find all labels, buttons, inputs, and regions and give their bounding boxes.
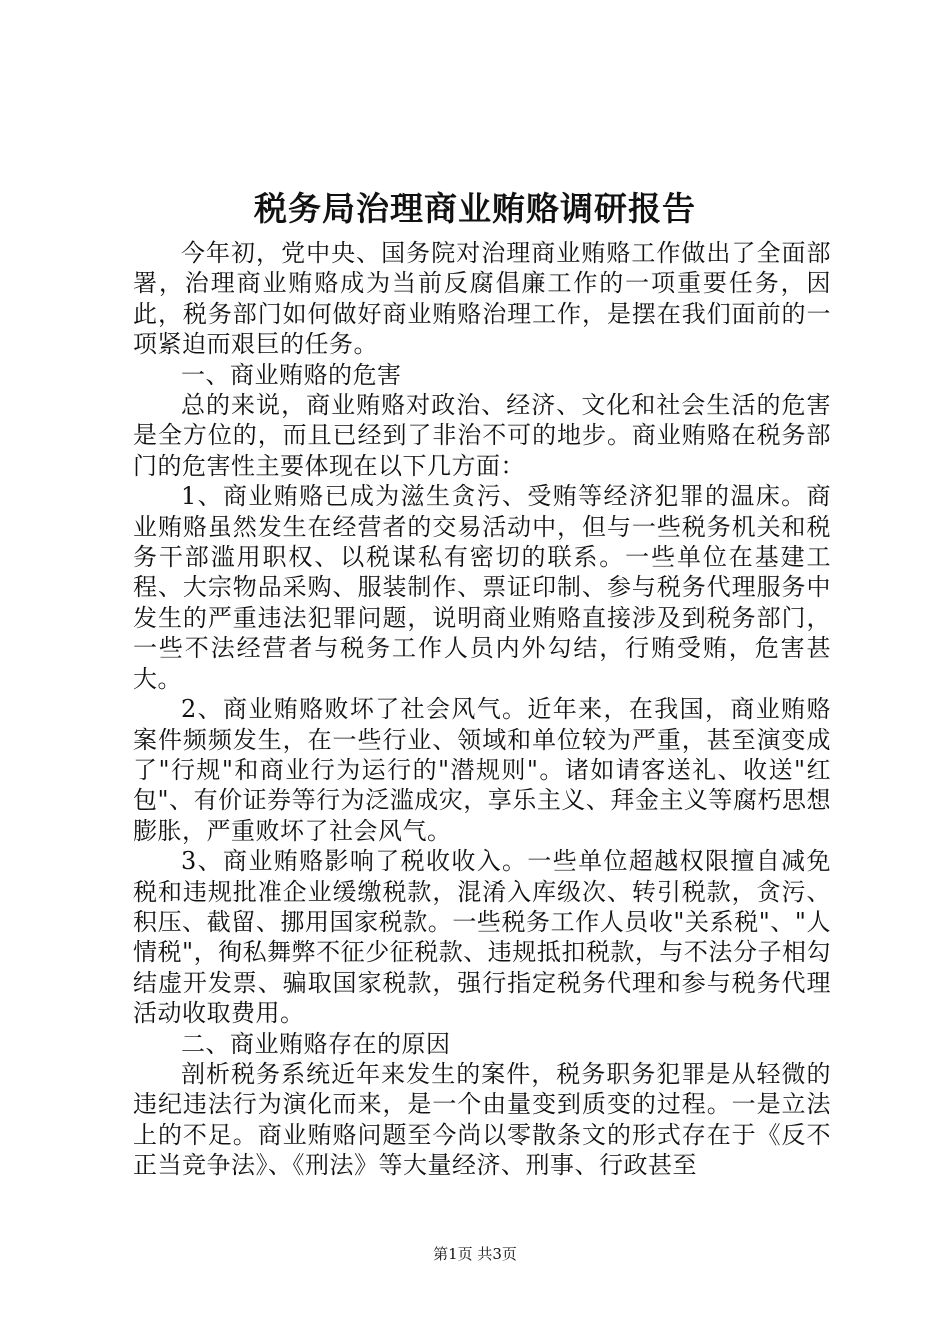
document-title: 税务局治理商业贿赂调研报告 <box>254 189 696 228</box>
paragraph-harm-point-1: 1、商业贿赂已成为滋生贪污、受贿等经济犯罪的温床。商业贿赂虽然发生在经营者的交易活动中，但与一些税务机关和税务干部滥用职权、以税谋私有密切的联系。一些单位在基建工程、大宗物品采购、服装制作、票证印制、参与税务代理服务中发生的严重违法犯罪问题，说明商业贿赂直接涉及到税务部门，一些不法经营者与税务工作人员内外勾结，行贿受贿，危害甚大。 <box>133 482 831 693</box>
paragraph-causes: 剖析税务系统近年来发生的案件，税务职务犯罪是从轻微的违纪违法行为演化而来，是一个由量变到质变的过程。一是立法上的不足。商业贿赂问题至今尚以零散条文的形式存在于《反不正当竞争法》、《刑法》等大量经济、刑事、行政甚至 <box>133 1059 831 1180</box>
paragraph-harm-summary: 总的来说，商业贿赂对政治、经济、文化和社会生活的危害是全方位的，而且已经到了非治不可的地步。商业贿赂在税务部门的危害性主要体现在以下几方面： <box>133 391 831 480</box>
document-body <box>133 238 831 1181</box>
section-heading-causes: 二、商业贿赂存在的原因 <box>181 1029 451 1058</box>
paragraph-intro: 今年初，党中央、国务院对治理商业贿赂工作做出了全面部署，治理商业贿赂成为当前反腐倡廉工作的一项重要任务，因此，税务部门如何做好商业贿赂治理工作，是摆在我们面前的一项紧迫而艰巨的任务。 <box>133 239 831 359</box>
paragraph-harm-point-2: 2、商业贿赂败坏了社会风气。近年来，在我国，商业贿赂案件频频发生，在一些行业、领域和单位较为严重，甚至演变成了"行规"和商业行为运行的"潜规则"。诸如请客送礼、收送"红包"、有价证券等行为泛滥成灾，享乐主义、拜金主义等腐朽思想膨胀，严重败坏了社会风气。 <box>133 695 831 845</box>
page-number-footer: 第1页 共3页 <box>433 1245 517 1263</box>
paragraph-harm-point-3: 3、商业贿赂影响了税收收入。一些单位超越权限擅自减免税和违规批准企业缓缴税款，混淆入库级次、转引税款，贪污、积压、截留、挪用国家税款。一些税务工作人员收"关系税"、"人情税"，徇私舞弊不征少征税款、违规抵扣税款，与不法分子相勾结虚开发票、骗取国家税款，强行指定税务代理和参与税务代理活动收取费用。 <box>133 847 831 1028</box>
section-heading-harm: 一、商业贿赂的危害 <box>181 360 402 389</box>
